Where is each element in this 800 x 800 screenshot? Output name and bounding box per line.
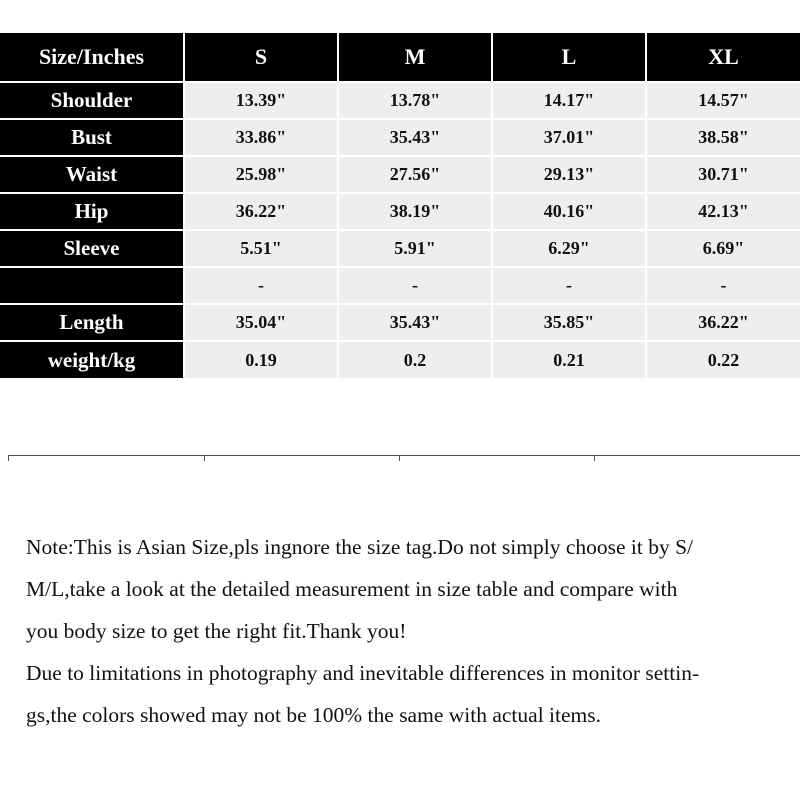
table-cell: 25.98" xyxy=(184,156,338,193)
table-cell: 14.57" xyxy=(646,82,800,119)
header-size-m: M xyxy=(338,33,492,82)
table-cell: 35.04" xyxy=(184,304,338,341)
table-cell: 13.39" xyxy=(184,82,338,119)
table-cell: 38.19" xyxy=(338,193,492,230)
table-row xyxy=(0,304,800,341)
table-cell: - xyxy=(646,267,800,304)
note-line: you body size to get the right fit.Thank you! xyxy=(26,619,407,643)
table-cell: 35.43" xyxy=(338,304,492,341)
table-row xyxy=(0,341,800,378)
divider-tick xyxy=(204,455,205,461)
header-size-xl: XL xyxy=(646,33,800,82)
row-label: Hip xyxy=(0,193,184,230)
table-cell: 0.19 xyxy=(184,341,338,378)
table-row xyxy=(0,267,800,304)
divider-line xyxy=(8,455,800,456)
table-cell: 0.21 xyxy=(492,341,646,378)
row-label: Length xyxy=(0,304,184,341)
note-line: Note:This is Asian Size,pls ingnore the size tag.Do not simply choose it by S/ xyxy=(26,535,694,559)
table-cell: 38.58" xyxy=(646,119,800,156)
table-cell: 13.78" xyxy=(338,82,492,119)
table-cell: 0.22 xyxy=(646,341,800,378)
row-label: Shoulder xyxy=(0,82,184,119)
table-cell: 29.13" xyxy=(492,156,646,193)
table-cell: 5.91" xyxy=(338,230,492,267)
table-row xyxy=(0,119,800,156)
table-cell: 33.86" xyxy=(184,119,338,156)
table-cell: - xyxy=(338,267,492,304)
table-cell: 6.69" xyxy=(646,230,800,267)
table-row xyxy=(0,156,800,193)
note-line: M/L,take a look at the detailed measurement in size table and compare with xyxy=(26,577,678,601)
header-label-cell: Size/Inches xyxy=(0,33,184,82)
table-cell: 27.56" xyxy=(338,156,492,193)
table-cell: 36.22" xyxy=(646,304,800,341)
table-header-row xyxy=(0,33,800,82)
table-cell: 30.71" xyxy=(646,156,800,193)
table-cell: 42.13" xyxy=(646,193,800,230)
note-line: Due to limitations in photography and inevitable differences in monitor settin- xyxy=(26,661,700,685)
row-label: Waist xyxy=(0,156,184,193)
size-note xyxy=(26,526,786,736)
table-cell: 6.29" xyxy=(492,230,646,267)
size-table xyxy=(0,33,800,378)
table-cell: 40.16" xyxy=(492,193,646,230)
divider-tick xyxy=(8,455,9,461)
table-row xyxy=(0,193,800,230)
table-cell: 35.43" xyxy=(338,119,492,156)
table-cell: - xyxy=(184,267,338,304)
table-cell: 5.51" xyxy=(184,230,338,267)
header-size-l: L xyxy=(492,33,646,82)
table-cell: 37.01" xyxy=(492,119,646,156)
table-cell: 0.2 xyxy=(338,341,492,378)
divider-tick xyxy=(594,455,595,461)
table-cell: 36.22" xyxy=(184,193,338,230)
row-label xyxy=(0,267,184,304)
table-cell: - xyxy=(492,267,646,304)
note-line: gs,the colors showed may not be 100% the same with actual items. xyxy=(26,703,601,727)
table-cell: 14.17" xyxy=(492,82,646,119)
divider-tick xyxy=(399,455,400,461)
table-row xyxy=(0,82,800,119)
row-label: Sleeve xyxy=(0,230,184,267)
header-size-s: S xyxy=(184,33,338,82)
row-label: Bust xyxy=(0,119,184,156)
row-label: weight/kg xyxy=(0,341,184,378)
table-row xyxy=(0,230,800,267)
table-cell: 35.85" xyxy=(492,304,646,341)
